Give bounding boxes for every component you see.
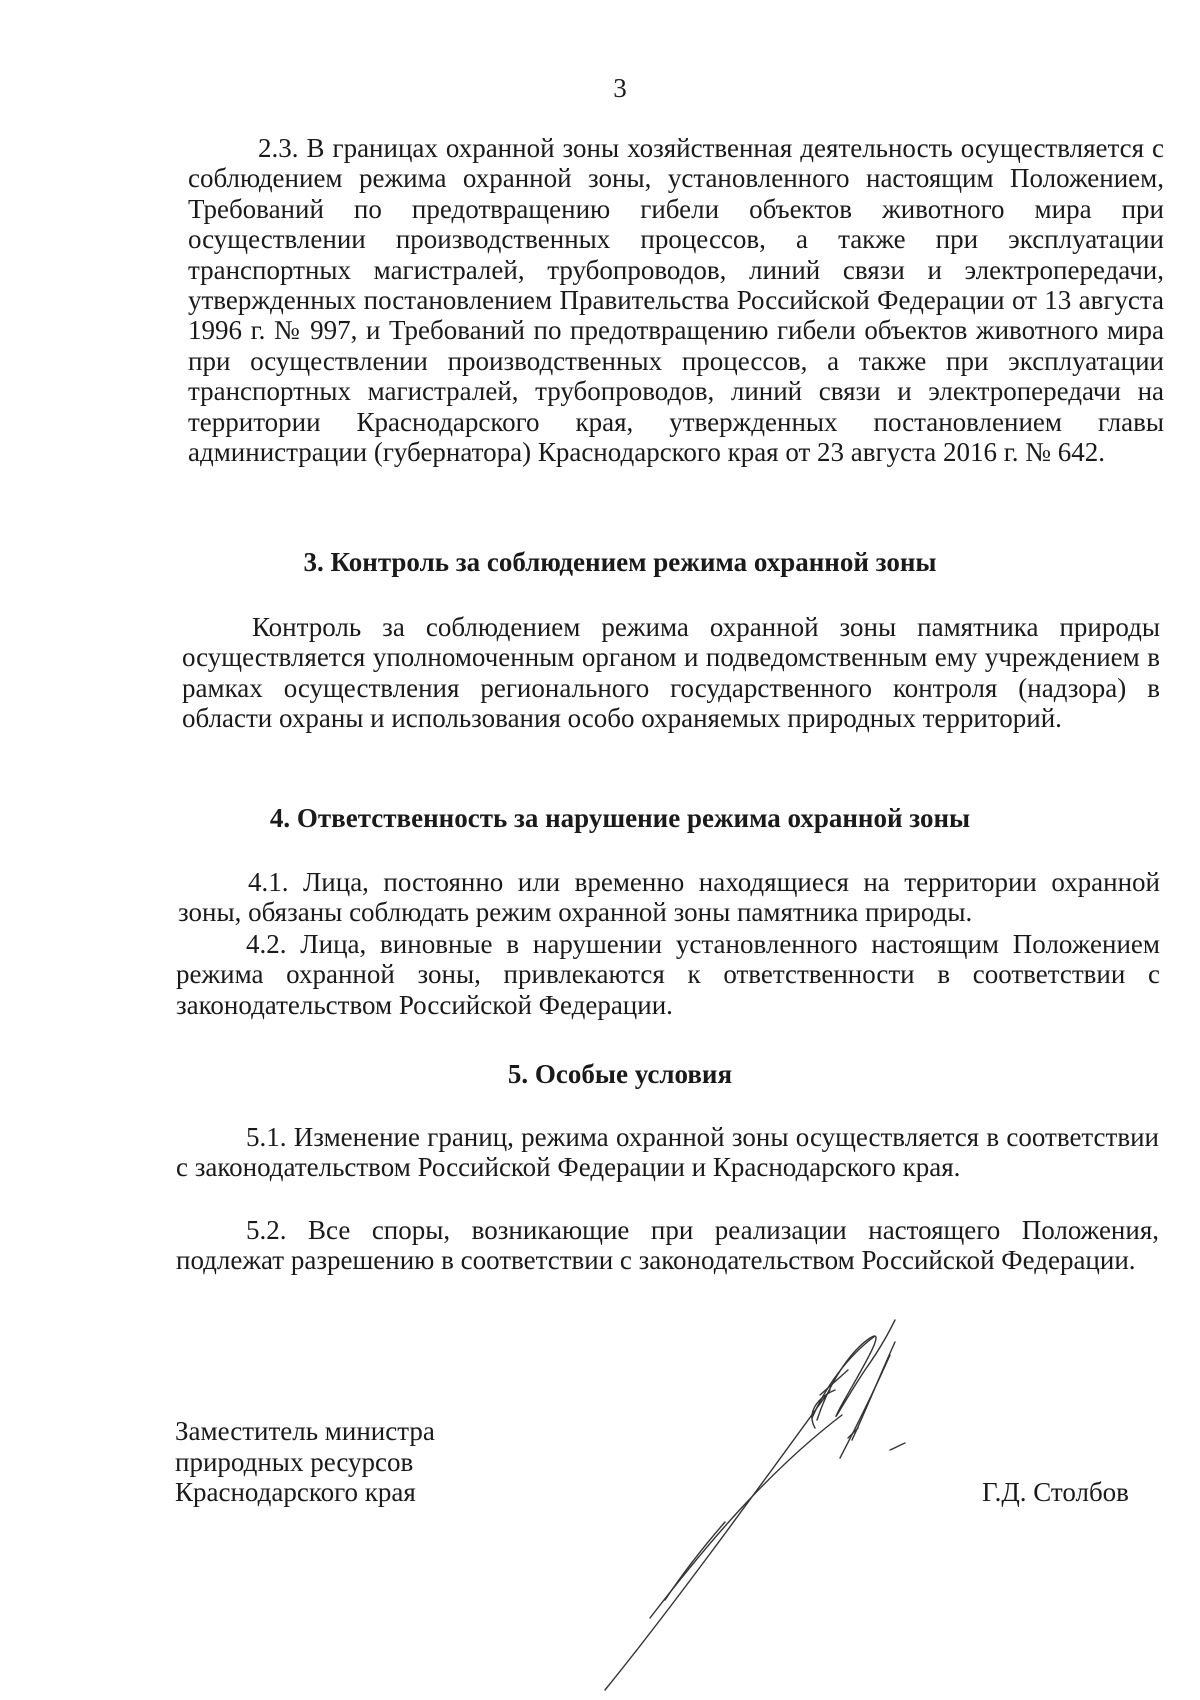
paragraph-5-2 <box>176 1215 1159 1276</box>
paragraph-5-1 <box>176 1122 1159 1183</box>
paragraph-5-1-text: 5.1. Изменение границ, режима охранной зоны осуществляется в соответствии с законодательством Российской Федерации и Краснодарского края. <box>176 1122 1159 1183</box>
signatory-name: Г.Д. Столбов <box>982 1477 1129 1507</box>
signatory-position-line-3: Краснодарского края <box>175 1477 416 1507</box>
section-3-paragraph <box>182 612 1160 734</box>
signatory-position-line-1: Заместитель министра <box>175 1416 435 1446</box>
section-3-paragraph-text: Контроль за соблюдением режима охранной зоны памятника природы осуществляется уполномоченным органом и подведомственным ему учреждением в рамках осуществления регионального государственного контроля (надзора) в области охраны и использования особо охраняемых природных территорий. <box>182 612 1160 734</box>
paragraph-2-3-text: 2.3. В границах охранной зоны хозяйственная деятельность осуществляется с соблюдением режима охранной зоны, установленного настоящим Положением, Требований по предотвращению гибели объектов животного мира при осуществлении производственных процессов, а также при эксплуатации транспортных магистралей, трубопроводов, линий связи и электропередачи, утвержденных постановлением Правительства Российской Федерации от 13 августа 1996 г. № 997, и Требований по предотвращению гибели объектов животного мира при осуществлении производственных процессов, а также при эксплуатации транспортных магистралей, трубопроводов, линий связи и электропередачи на территории Краснодарского края, утвержденных постановлением главы администрации (губернатора) Краснодарского края от 23 августа 2016 г. № 642. <box>188 133 1164 468</box>
paragraph-4-1 <box>178 867 1160 928</box>
paragraph-5-2-text: 5.2. Все споры, возникающие при реализации настоящего Положения, подлежат разрешению в соответствии с законодательством Российской Федерации. <box>176 1215 1159 1276</box>
paragraph-4-2 <box>176 929 1160 1020</box>
section-3-heading: 3. Контроль за соблюдением режима охранной зоны <box>303 547 937 577</box>
paragraph-4-2-text: 4.2. Лица, виновные в нарушении установленного настоящим Положением режима охранной зоны, привлекаются к ответственности в соответствии с законодательством Российской Федерации. <box>176 929 1160 1020</box>
signatory-position-line-2: природных ресурсов <box>175 1446 414 1477</box>
signatory-position <box>175 1416 435 1508</box>
section-5-heading: 5. Особые условия <box>507 1059 733 1089</box>
paragraph-4-1-text: 4.1. Лица, постоянно или временно находящиеся на территории охранной зоны, обязаны соблюдать режим охранной зоны памятника природы. <box>178 867 1160 928</box>
paragraph-2-3 <box>188 133 1164 467</box>
handwritten-signature <box>590 1300 990 1700</box>
page-number: 3 <box>613 73 627 103</box>
section-4-heading: 4. Ответственность за нарушение режима охранной зоны <box>269 803 971 833</box>
